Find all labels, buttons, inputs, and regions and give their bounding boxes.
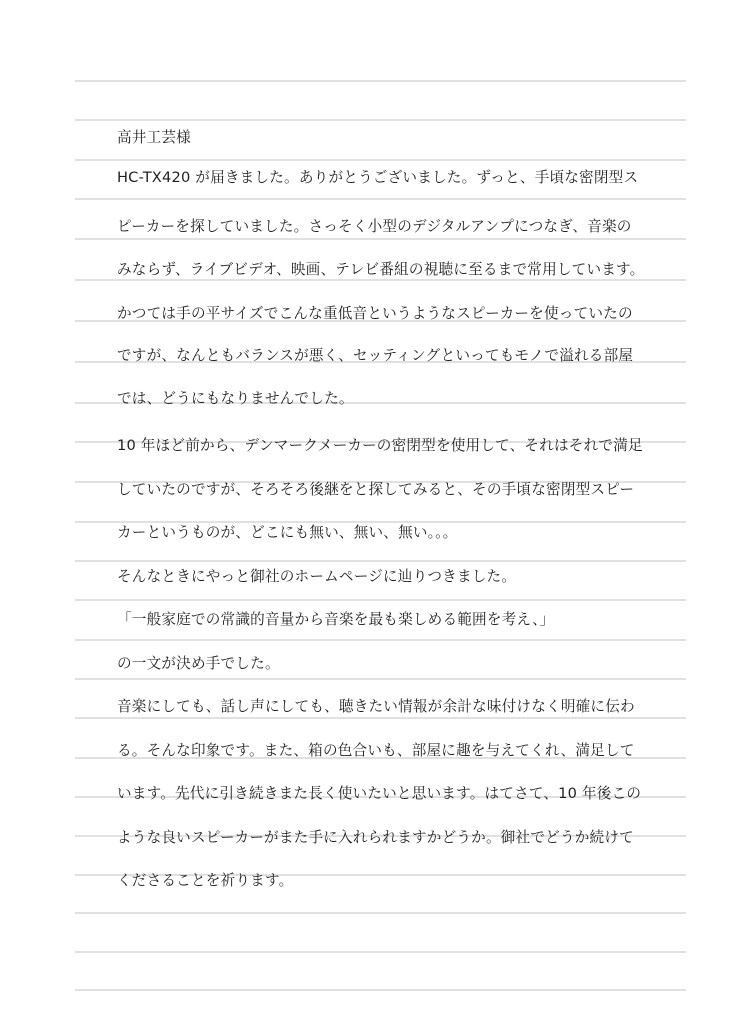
letter-line: 10 年ほど前から、デンマークメーカーの密閉型を使用して、それはそれで満足 (117, 437, 643, 454)
letter-line: かつては手の平サイズでこんな重低音というようなスピーカーを使っていたの (117, 305, 633, 322)
letter-line: る。そんな印象です。また、箱の色合いも、部屋に趣を与えてくれ、満足して (117, 742, 635, 759)
letter-line: ですが、なんともバランスが悪く、セッティングといってもモノで溢れる部屋 (117, 347, 634, 364)
letter-line: ような良いスピーカーがまた手に入れられますかどうか。御社でどうか続けて (117, 829, 634, 846)
letter-line: カーというものが、どこにも無い、無い、無い。。。 (117, 524, 458, 541)
letter-line: 「一般家庭での常識的音量から音楽を最も楽しめる範囲を考え、」 (117, 611, 555, 628)
letter-line: 音楽にしても、話し声にしても、聴きたい情報が余計な味付けなく明確に伝わ (117, 698, 635, 715)
letter-line: そんなときにやっと御社のホームページに辿りつきました。 (117, 568, 517, 585)
salutation: 高井工芸様 (117, 129, 191, 146)
letter-line: の一文が決め手でした。 (117, 655, 280, 672)
letter-line: くださることを祈ります。 (117, 872, 294, 889)
letter-line: います。先代に引き続きまた長く使いたいと思います。はてさて、10 年後この (117, 785, 642, 802)
letter-line: みならず、ライブビデオ、映画、テレビ番組の視聴に至るまで常用しています。 (117, 261, 645, 278)
letter-line: では、どうにもなりませんでした。 (117, 390, 354, 407)
letter-line: HC-TX420 が届きました。ありがとうございました。ずっと、手頃な密閉型ス (117, 169, 639, 186)
letter-line: ピーカーを探していました。さっそく小型のデジタルアンプにつなぎ、音楽の (117, 218, 632, 235)
letter-line: していたのですが、そろそろ後継をと探してみると、その手頃な密閉型スピー (117, 481, 635, 498)
